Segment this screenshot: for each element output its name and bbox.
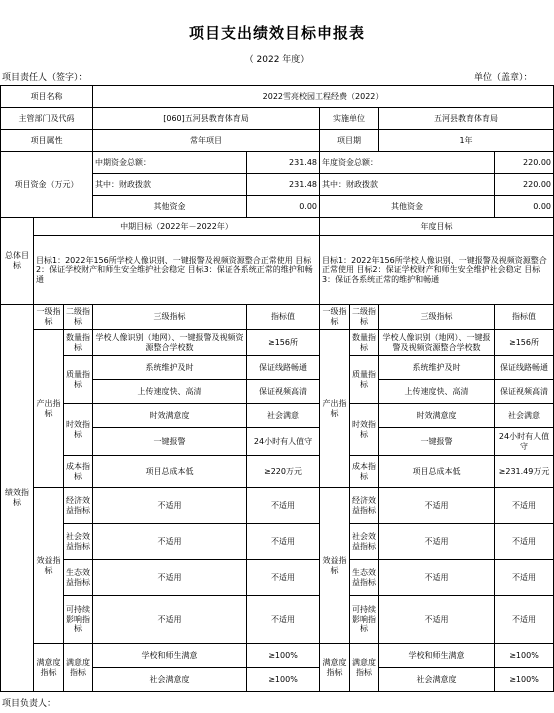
time-label-year: 时效指标 <box>350 404 379 456</box>
year-line: （ 2022 年度） <box>244 55 310 65</box>
y-eco-value: 不适用 <box>495 560 554 596</box>
sat2-label-mid: 满意度指标 <box>64 644 93 692</box>
eco-label-mid: 生态效益指标 <box>64 560 93 596</box>
responsible-label: 项目责任人（签字）： <box>2 73 88 83</box>
impl-label: 实施单位 <box>320 108 379 130</box>
m-s1: 学校和师生满意 <box>93 644 247 668</box>
h2-mid: 二级指标 <box>64 305 93 330</box>
m-q1: 系统维护及时 <box>93 356 247 380</box>
h3-year: 三级指标 <box>379 305 495 330</box>
y-q2: 上传速度快、高清 <box>379 380 495 404</box>
project-name: 2022雪亮校园工程经费（2022） <box>93 86 554 108</box>
hv-year: 指标值 <box>495 305 554 330</box>
m-q2-value: 保证视频高清 <box>247 380 320 404</box>
m-t2-value: 24小时有人值守 <box>247 428 320 456</box>
m-sustain-value: 不适用 <box>247 596 320 644</box>
m-s2: 社会满意度 <box>93 668 247 692</box>
cost-label-mid: 成本指标 <box>64 456 93 488</box>
goals-label: 总体目标 <box>1 218 34 305</box>
y-q2-value: 保证视频高清 <box>495 380 554 404</box>
indicator-group-label: 绩效指标 <box>1 305 34 692</box>
m-cost: 项目总成本低 <box>93 456 247 488</box>
dept-label: 主管部门及代码 <box>1 108 93 130</box>
y-s1: 学校和师生满意 <box>379 644 495 668</box>
quality-label-mid: 质量指标 <box>64 356 93 404</box>
hv-mid: 指标值 <box>247 305 320 330</box>
h2-year: 二级指标 <box>350 305 379 330</box>
sat2-label-year: 满意度指标 <box>350 644 379 692</box>
social-label-year: 社会效益指标 <box>350 524 379 560</box>
mid-other-label: 其他资金 <box>93 196 247 218</box>
mid-fin: 231.48 <box>247 174 320 196</box>
mid-fin-label: 其中：财政拨款 <box>93 174 247 196</box>
y-sustain-value: 不适用 <box>495 596 554 644</box>
sustain-label-year: 可持续影响指标 <box>350 596 379 644</box>
y-social: 不适用 <box>379 524 495 560</box>
year-fin-label: 其中：财政拨款 <box>320 174 495 196</box>
m-cost-value: ≥220万元 <box>247 456 320 488</box>
y-econ: 不适用 <box>379 488 495 524</box>
year-other-label: 其他资金 <box>320 196 495 218</box>
satisfaction-label-mid: 满意度指标 <box>34 644 64 692</box>
y-s1-value: ≥100% <box>495 644 554 668</box>
y-t1-value: 社会满意 <box>495 404 554 428</box>
year-total: 220.00 <box>495 152 554 174</box>
mid-total-label: 中期资金总额： <box>93 152 247 174</box>
satisfaction-label-year: 满意度指标 <box>320 644 350 692</box>
performance-table <box>0 85 554 692</box>
year-goal-text: 目标1：2022年156所学校人像识别、一键报警及视频资源整合正常使用 目标2：保证学校财产和师生安全维护社会稳定 目标3：保证各系统正常的维护和畅通 <box>320 236 554 305</box>
y-q1: 系统维护及时 <box>379 356 495 380</box>
qty-label-mid: 数量指标 <box>64 330 93 356</box>
output-label-mid: 产出指标 <box>34 330 64 488</box>
cost-label-year: 成本指标 <box>350 456 379 488</box>
y-cost-value: ≥231.49万元 <box>495 456 554 488</box>
mid-goal-text: 目标1：2022年156所学校人像识别、一键报警及视频资源整合正常使用 目标2：保证学校财产和师生安全维护社会稳定 目标3：保证各系统正常的维护和畅通 <box>34 236 320 305</box>
m-q1-value: 保证线路畅通 <box>247 356 320 380</box>
y-cost: 项目总成本低 <box>379 456 495 488</box>
m-sustain: 不适用 <box>93 596 247 644</box>
y-eco: 不适用 <box>379 560 495 596</box>
m-s2-value: ≥100% <box>247 668 320 692</box>
m-t2: 一键报警 <box>93 428 247 456</box>
m-eco-value: 不适用 <box>247 560 320 596</box>
h1-mid: 一级指标 <box>34 305 64 330</box>
eco-label-year: 生态效益指标 <box>350 560 379 596</box>
time-label-mid: 时效指标 <box>64 404 93 456</box>
year-total-label: 年度资金总额： <box>320 152 495 174</box>
m-t1-value: 社会满意 <box>247 404 320 428</box>
m-s1-value: ≥100% <box>247 644 320 668</box>
y-q1-value: 保证线路畅通 <box>495 356 554 380</box>
y-t1: 时效满意度 <box>379 404 495 428</box>
m-q2: 上传速度快、高清 <box>93 380 247 404</box>
mid-goal-header: 中期目标（2022年－2022年） <box>34 218 320 236</box>
h3-mid: 三级指标 <box>93 305 247 330</box>
y-t2-value: 24小时有人值守 <box>495 428 554 456</box>
m-qty: 学校人像识别（地网）、一键报警及视频资源整合学校数 <box>93 330 247 356</box>
mid-other: 0.00 <box>247 196 320 218</box>
attr-value: 常年项目 <box>93 130 320 152</box>
m-econ: 不适用 <box>93 488 247 524</box>
m-social-value: 不适用 <box>247 524 320 560</box>
y-qty: 学校人像识别（地网）、一键报警及视频资源整合学校数 <box>379 330 495 356</box>
m-social: 不适用 <box>93 524 247 560</box>
mid-total: 231.48 <box>247 152 320 174</box>
quality-label-year: 质量指标 <box>350 356 379 404</box>
fund-label: 项目资金（万元） <box>1 152 93 218</box>
period-value: 1年 <box>379 130 554 152</box>
year-other: 0.00 <box>495 196 554 218</box>
impl-value: 五河县教育体育局 <box>379 108 554 130</box>
attr-label: 项目属性 <box>1 130 93 152</box>
benefit-label-year: 效益指标 <box>320 488 350 644</box>
page-title: 项目支出绩效目标申报表 <box>188 24 365 42</box>
m-econ-value: 不适用 <box>247 488 320 524</box>
m-eco: 不适用 <box>93 560 247 596</box>
benefit-label-mid: 效益指标 <box>34 488 64 644</box>
y-t2: 一键报警 <box>379 428 495 456</box>
social-label-mid: 社会效益指标 <box>64 524 93 560</box>
year-goal-header: 年度目标 <box>320 218 554 236</box>
footer-label: 项目负责人： <box>2 699 57 709</box>
y-sustain: 不适用 <box>379 596 495 644</box>
y-social-value: 不适用 <box>495 524 554 560</box>
y-s2-value: ≥100% <box>495 668 554 692</box>
output-label-year: 产出指标 <box>320 330 350 488</box>
y-econ-value: 不适用 <box>495 488 554 524</box>
h1-year: 一级指标 <box>320 305 350 330</box>
project-name-label: 项目名称 <box>1 86 93 108</box>
year-fin: 220.00 <box>495 174 554 196</box>
sustain-label-mid: 可持续影响指标 <box>64 596 93 644</box>
period-label: 项目期 <box>320 130 379 152</box>
econ-label-mid: 经济效益指标 <box>64 488 93 524</box>
y-s2: 社会满意度 <box>379 668 495 692</box>
m-t1: 时效满意度 <box>93 404 247 428</box>
econ-label-year: 经济效益指标 <box>350 488 379 524</box>
y-qty-value: ≥156所 <box>495 330 554 356</box>
dept-value: [060]五河县教育体育局 <box>93 108 320 130</box>
unit-label: 单位（盖章）： <box>474 73 533 83</box>
qty-label-year: 数量指标 <box>350 330 379 356</box>
m-qty-value: ≥156所 <box>247 330 320 356</box>
